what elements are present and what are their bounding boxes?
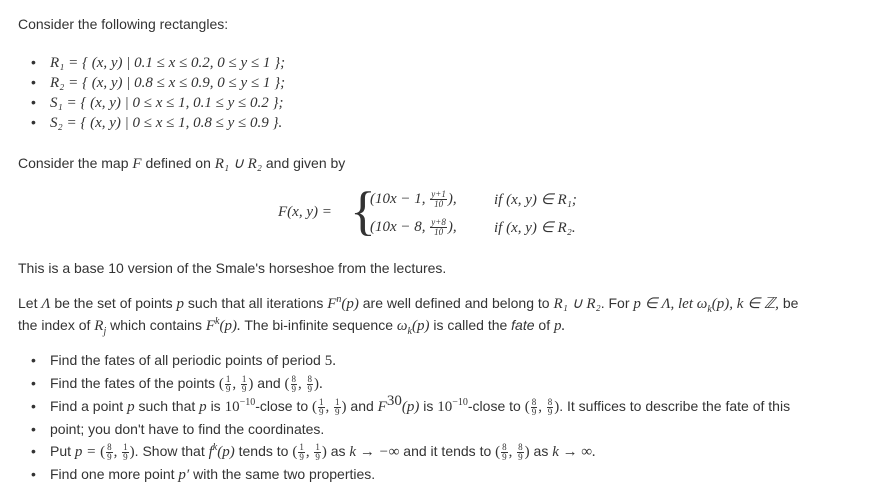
map-intro: Consider the map F defined on R₁ ∪ R₂ and given by [18, 155, 346, 172]
formula-cond-1: if (x, y) ∈ R₁; [494, 192, 577, 208]
lambda-paragraph-line-2: the index of $R_j$ which contains $F^k(p)$. The bi-infinite sequence $\omega_k(p)$ is called the fate of p. [18, 316, 566, 337]
list-item: • S₂ = { (x, y) | 0 ≤ x ≤ 1, 0.8 ≤ y ≤ 0.9 }. [20, 112, 285, 132]
left-brace: { [350, 181, 376, 241]
rectangle-list [20, 52, 285, 132]
list-item: • Find the fates of all periodic points of period 5. [20, 350, 790, 373]
lambda-paragraph-line-1: Let Λ be the set of points p such that all iterations $F^n(p)$ are well defined and belong to R₁ ∪ R₂. For p ∈ Λ, let $\omega_k(p)$, k ∈ ℤ, be [18, 294, 799, 315]
list-item: • Find a point p such that p is $10^{-10}$-close to ( $\frac{1}{9}$ , $\frac{1}{9}$ ) and $F^{30}(p)$ is $10^{-10}$-close to ( $\frac{8}{9}$ , $\frac{8}{9}$ ). It suffices to describe the fate of this [20, 396, 790, 419]
formula-cond-2: if (x, y) ∈ R₂. [494, 220, 576, 236]
page: Consider the following rectangles: • R₁ = { (x, y) | 0.1 ≤ x ≤ 0.2, 0 ≤ y ≤ 1 }; • R₂ = { (x, y) | 0.8 ≤ x ≤ 0.9, 0 ≤ y ≤ 1 }; • S₁ = { (x, y) | 0 ≤ x ≤ 1, 0.1 ≤ y ≤ 0.2 }; • S₂ = { (x, y) | 0 ≤ x ≤ 1, 0.8 ≤ y ≤ 0.9 }. Consider the map F defined on R₁ ∪ R₂ and given by F(x, y) = { (10x − 1, $\frac{y+1}{10}$ ), if (x, y) ∈ R₁; (10x − 8, $\frac{y+8}{10}$ ), if (x, y) ∈ R₂. This is a base 10 version of the Smale's horseshoe from the lectures. Let Λ be the set of points p such that all iterations $F^n(p)$ are well defined and belong to R₁ ∪ R₂. For p ∈ Λ, let $\omega_k(p)$, k ∈ ℤ, be the index of $R_j$ which contains $F^k(p)$. The bi-infinite sequence $\omega_k(p)$ is called the fate of p. • Find the fates of all periodic points of period 5. • Find the fates of the points ( $\frac{1}{9}$ , $\frac{1}{9}$ ) and ( $\frac{8}{9}$ , $\frac{8}{9}$ ). • Find a point p such that p is $10^{-10}$-close to ( $\frac{1}{9}$ , $\frac{1}{9}$ ) and $F^{30}(p)$ is $10^{-10}$-close to ( $\frac{8}{9}$ , $\frac{8}{9}$ ). It suffices to describe the fate of this • point; you don't have to find the coordinates. • Put p = ( $\frac{8}{9}$ , $\frac{1}{9}$ ). Show that $f^k(p)$ tends to ( $\frac{1}{9}$ , $\frac{1}{9}$ ) as k → −∞ and it tends to ( $\frac{8}{9}$ , $\frac{8}{9}$ ) as k → ∞. • Find one more point p′ with the same two properties. [0, 0, 877, 499]
list-item: • Find the fates of the points ( $\frac{1}{9}$ , $\frac{1}{9}$ ) and ( $\frac{8}{9}$ , $\frac{8}{9}$ ). [20, 373, 790, 396]
list-item: • Put p = ( $\frac{8}{9}$ , $\frac{1}{9}$ ). Show that $f^k(p)$ tends to ( $\frac{1}{9}$ , $\frac{1}{9}$ ) as k → −∞ and it tends to ( $\frac{8}{9}$ , $\frac{8}{9}$ ) as k → ∞. [20, 441, 790, 464]
list-item-continuation: • point; you don't have to find the coordinates. [20, 419, 790, 441]
formula-case-1: (10x − 1, $\frac{y+1}{10}$ ), [370, 189, 457, 209]
list-item: • Find one more point p′ with the same two properties. [20, 464, 790, 486]
base10-text: This is a base 10 version of the Smale's horseshoe from the lectures. [18, 260, 447, 276]
list-item: • S₁ = { (x, y) | 0 ≤ x ≤ 1, 0.1 ≤ y ≤ 0.2 }; [20, 92, 285, 112]
list-item: • R₂ = { (x, y) | 0.8 ≤ x ≤ 0.9, 0 ≤ y ≤ 1 }; [20, 72, 285, 92]
intro-text: Consider the following rectangles: [18, 16, 229, 32]
formula-case-2: (10x − 8, $\frac{y+8}{10}$ ), [370, 217, 457, 237]
task-list [20, 350, 790, 486]
list-item: • R₁ = { (x, y) | 0.1 ≤ x ≤ 0.2, 0 ≤ y ≤ 1 }; [20, 52, 285, 72]
